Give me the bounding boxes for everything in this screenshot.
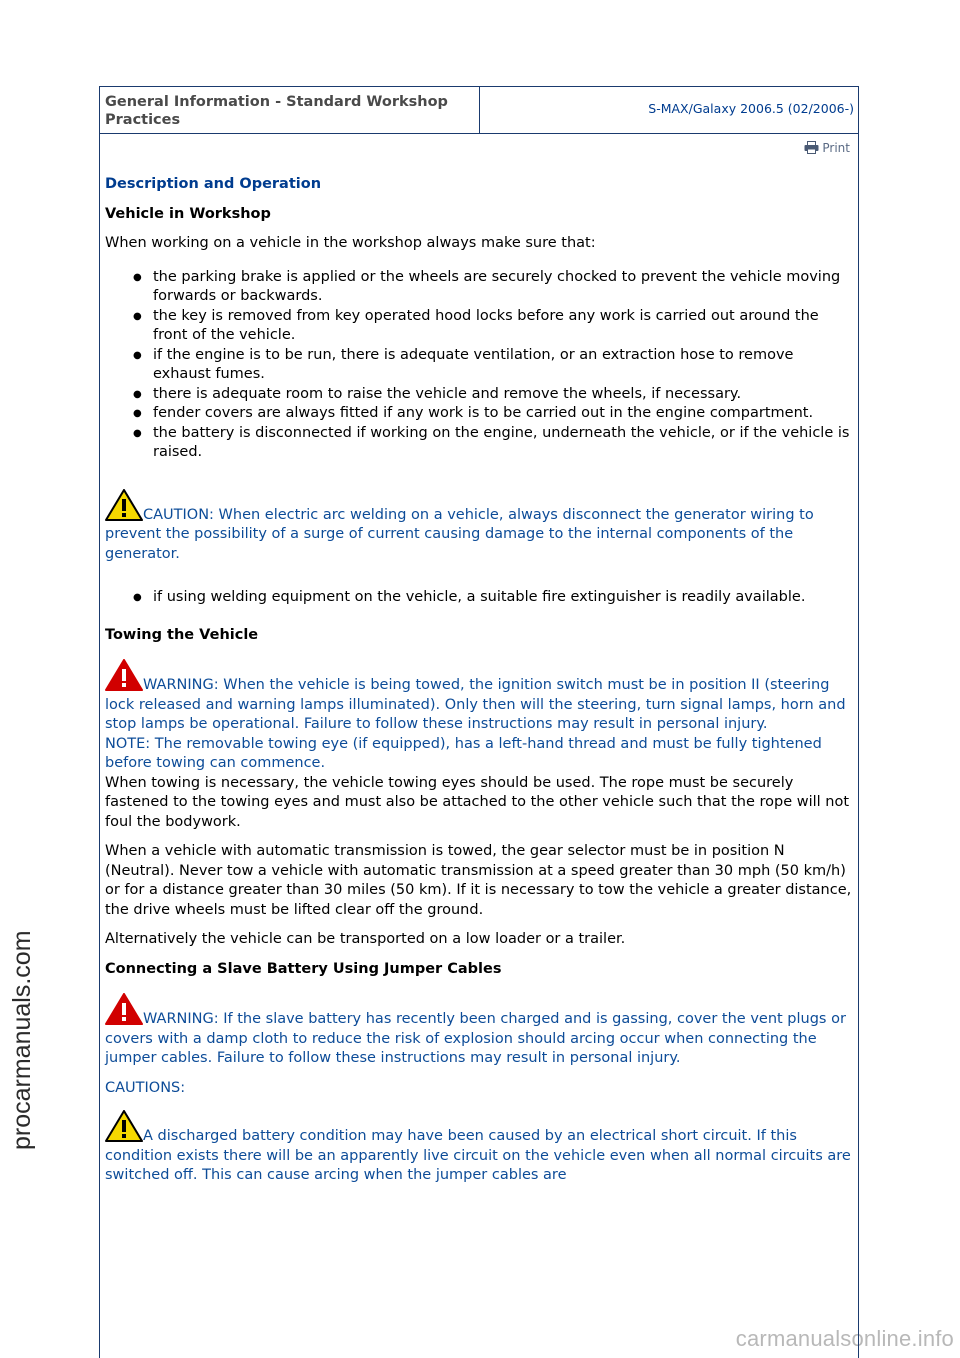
page-title: General Information - Standard Workshop Practices: [100, 87, 480, 133]
heading-jumper-cables: Connecting a Slave Battery Using Jumper Cables: [105, 960, 502, 977]
list-item: ● the battery is disconnected if working on the engine, underneath the vehicle, or if the vehicle is raised.: [153, 424, 853, 463]
list-item: ● fender covers are always fitted if any work is to be carried out in the engine compartment.: [153, 404, 853, 424]
caution-text: CAUTION: When electric arc welding on a vehicle, always disconnect the generator wiring to prevent the possibility of a surge of current causing damage to the internal components of the generator.: [105, 506, 814, 562]
towing-paragraph-3: Alternatively the vehicle can be transported on a low loader or a trailer.: [105, 931, 626, 947]
warning-text: WARNING: If the slave battery has recently been charged and is gassing, cover the vent plugs or covers with a damp cloth to reduce the risk of explosion should arcing occur when connecting the jumper cables. Failure to follow these instructions may result in personal injury.: [105, 1011, 846, 1066]
list-item: ● if using welding equipment on the vehicle, a suitable fire extinguisher is readily available.: [153, 588, 853, 608]
heading-towing: Towing the Vehicle: [105, 626, 259, 643]
bottom-watermark: carmanualsonline.info: [735, 1326, 954, 1351]
caution-icon: [105, 1110, 143, 1142]
side-watermark: procarmanuals.com: [8, 930, 36, 1150]
warning-icon: [105, 993, 143, 1025]
note-towing-eye: NOTE: The removable towing eye (if equipped), has a left-hand thread and must be fully tightened before towing can commence.: [105, 735, 822, 771]
workshop-checklist: [105, 268, 853, 463]
towing-paragraph-1: When towing is necessary, the vehicle towing eyes should be used. The rope must be securely fastened to the towing eyes and must also be attached to the other vehicle such that the rope will not foul the bodywork.: [105, 774, 850, 830]
print-row: [100, 134, 858, 161]
cautions-label: CAUTIONS:: [105, 1079, 186, 1096]
print-label[interactable]: Print: [822, 141, 850, 155]
warning-slave-battery: [105, 993, 853, 1069]
list-item: ● if the engine is to be run, there is adequate ventilation, or an extraction hose to remove exhaust fumes.: [153, 346, 853, 385]
caution-icon: [105, 489, 143, 521]
vehicle-model: S-MAX/Galaxy 2006.5 (02/2006-): [648, 101, 854, 116]
document-body: [100, 175, 858, 1186]
section-title: Description and Operation: [105, 176, 322, 192]
caution-welding: [105, 489, 853, 565]
list-item: ● the key is removed from key operated hood locks before any work is carried out around the front of the vehicle.: [153, 307, 853, 346]
caution-discharged-battery: [105, 1110, 853, 1186]
document-frame: [99, 86, 859, 1358]
workshop-intro: When working on a vehicle in the workshop always make sure that:: [105, 235, 596, 251]
list-item: ● there is adequate room to raise the vehicle and remove the wheels, if necessary.: [153, 385, 853, 405]
printer-icon: [804, 141, 819, 154]
heading-vehicle-in-workshop: Vehicle in Workshop: [105, 205, 271, 222]
list-item: ● the parking brake is applied or the wheels are securely chocked to prevent the vehicle moving forwards or backwards.: [153, 268, 853, 307]
warning-towing: [105, 659, 853, 735]
towing-paragraph-2: When a vehicle with automatic transmission is towed, the gear selector must be in position N (Neutral). Never tow a vehicle with automatic transmission at a speed greater than 30 mph (50 km/h) or for a distance greater than 30 miles (50 km). If it is necessary to tow the vehicle a greater distance, the drive wheels must be lifted clear off the ground.: [105, 843, 852, 918]
caution-text: A discharged battery condition may have been caused by an electrical short circuit. If this condition exists there will be an apparently live circuit on the vehicle even when all normal circuits are switched off. This can cause arcing when the jumper cables are: [105, 1128, 851, 1183]
welding-checklist: [105, 588, 853, 608]
document-header: [100, 87, 858, 134]
warning-text: WARNING: When the vehicle is being towed, the ignition switch must be in position II (steering lock released and warning lamps illuminated). Only then will the steering, turn signal lamps, horn and stop lamps be operational. Failure to follow these instructions may result in personal injury.: [105, 677, 846, 732]
warning-icon: [105, 659, 143, 691]
print-button[interactable]: [804, 141, 850, 155]
